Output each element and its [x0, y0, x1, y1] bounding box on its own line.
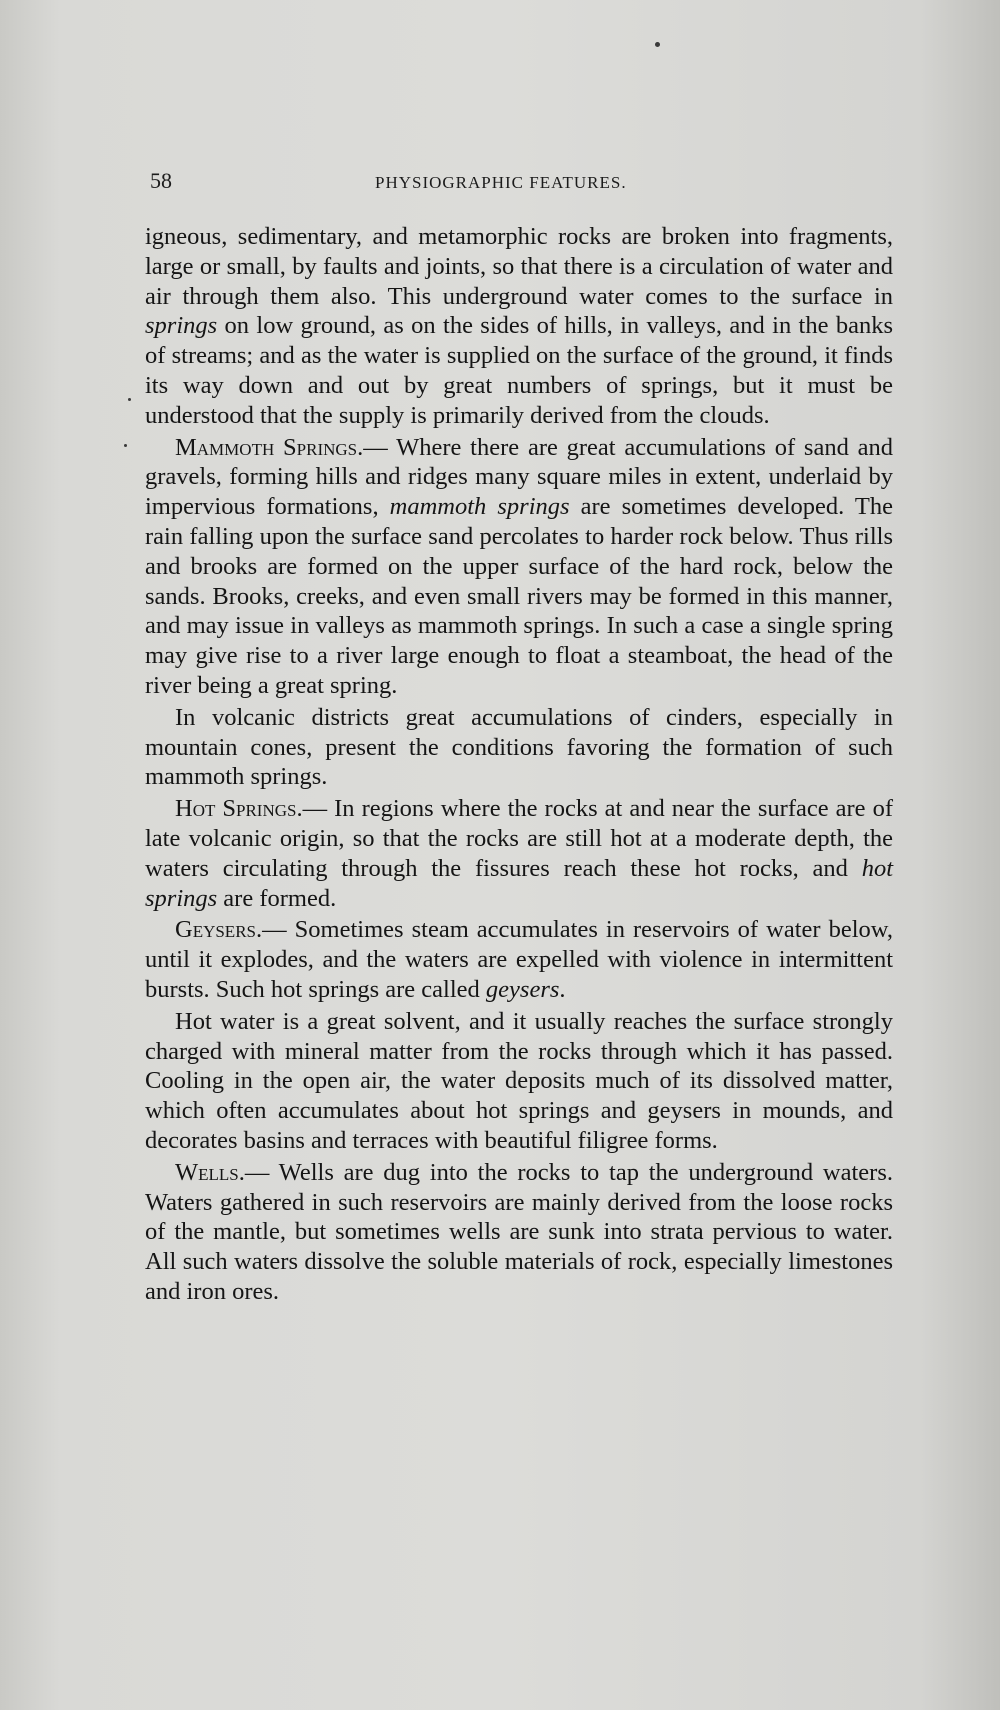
paragraph-text: — In regions where the rocks at and near the surface are of late volcanic origin, so that the rocks are still hot at a moderate depth, the waters circulating through the fissures reach these hot rocks, and [145, 795, 893, 882]
paragraph-hot-water-solvent [145, 1007, 893, 1156]
running-title: PHYSIOGRAPHIC FEATURES. [375, 173, 627, 192]
paragraph-text: are sometimes developed. The rain falling upon the surface sand percolates to harder rock below. Thus rills and brooks are formed on the upper surface of the hard rock, below the sands. Brooks, creeks, and even small rivers may be formed in this manner, and may issue in valleys as mammoth springs. In such a case a single spring may give rise to a river large enough to float a steamboat, the head of the river being a great spring. [145, 493, 894, 699]
emphasis-term: springs [145, 312, 218, 340]
paragraph-text: — Where there are great accumulations of sand and gravels, forming hills and ridges many square miles in extent, underlaid by impervious formations, [145, 433, 893, 521]
section-heading: Geysers. [175, 916, 263, 944]
paragraph-hot-springs [145, 794, 893, 913]
paragraph-text: — Wells are dug into the rocks to tap the underground waters. Waters gathered in such reservoirs are mainly derived from the loose rocks of the mantle, but sometimes wells are sunk into strata pervious to water. All such waters dissolve the soluble materials of rock, especially limestones and iron ores. [145, 1158, 893, 1305]
emphasis-term: mammoth springs [389, 493, 570, 521]
print-speck [124, 444, 127, 447]
paragraph-wells [145, 1158, 893, 1307]
section-heading: Mammoth Springs. [175, 433, 364, 461]
paragraph-text: Hot water is a great solvent, and it usually reaches the surface strongly charged with mineral matter from the rocks through which it has passed. Cooling in the open air, the water deposits much of its dissolved matter, which often accumulates about hot springs and geysers in mounds, and decorates basins and terraces with beautiful filigree forms. [145, 1007, 893, 1154]
running-head [150, 168, 890, 198]
body-text [145, 222, 893, 1309]
paragraph-text: igneous, sedimentary, and metamorphic rocks are broken into fragments, large or small, by faults and joints, so that there is a circulation of water and air through them also. This underground water comes to the surface in [145, 223, 893, 310]
print-speck [655, 42, 660, 47]
emphasis-term: hot springs [145, 854, 893, 912]
paragraph-text: on low ground, as on the sides of hills, in valleys, and in the banks of streams; and as the water is supplied on the surface of the ground, it finds its way down and out by great numbers of springs, but it must be understood that the supply is primarily derived from the clouds. [145, 312, 893, 429]
paragraph-geysers [145, 915, 893, 1004]
section-heading: Wells. [175, 1158, 245, 1186]
paragraph-text: . [559, 975, 566, 1003]
page-number: 58 [150, 168, 172, 193]
paragraph-volcanic-districts [145, 703, 893, 792]
paragraph-underground-water [145, 222, 893, 431]
paragraph-text: In volcanic districts great accumulations of cinders, especially in mountain cones, present the conditions favoring the formation of such mammoth springs. [145, 703, 893, 791]
paragraph-text: are formed. [217, 884, 337, 912]
section-heading: Hot Springs. [175, 795, 303, 823]
print-speck [128, 398, 131, 401]
emphasis-term: geysers [485, 975, 560, 1003]
paragraph-text: — Sometimes steam accumulates in reservoirs of water below, until it explodes, and the waters are expelled with violence in intermittent bursts. Such hot springs are called [145, 916, 893, 1003]
paragraph-mammoth-springs [145, 433, 893, 701]
